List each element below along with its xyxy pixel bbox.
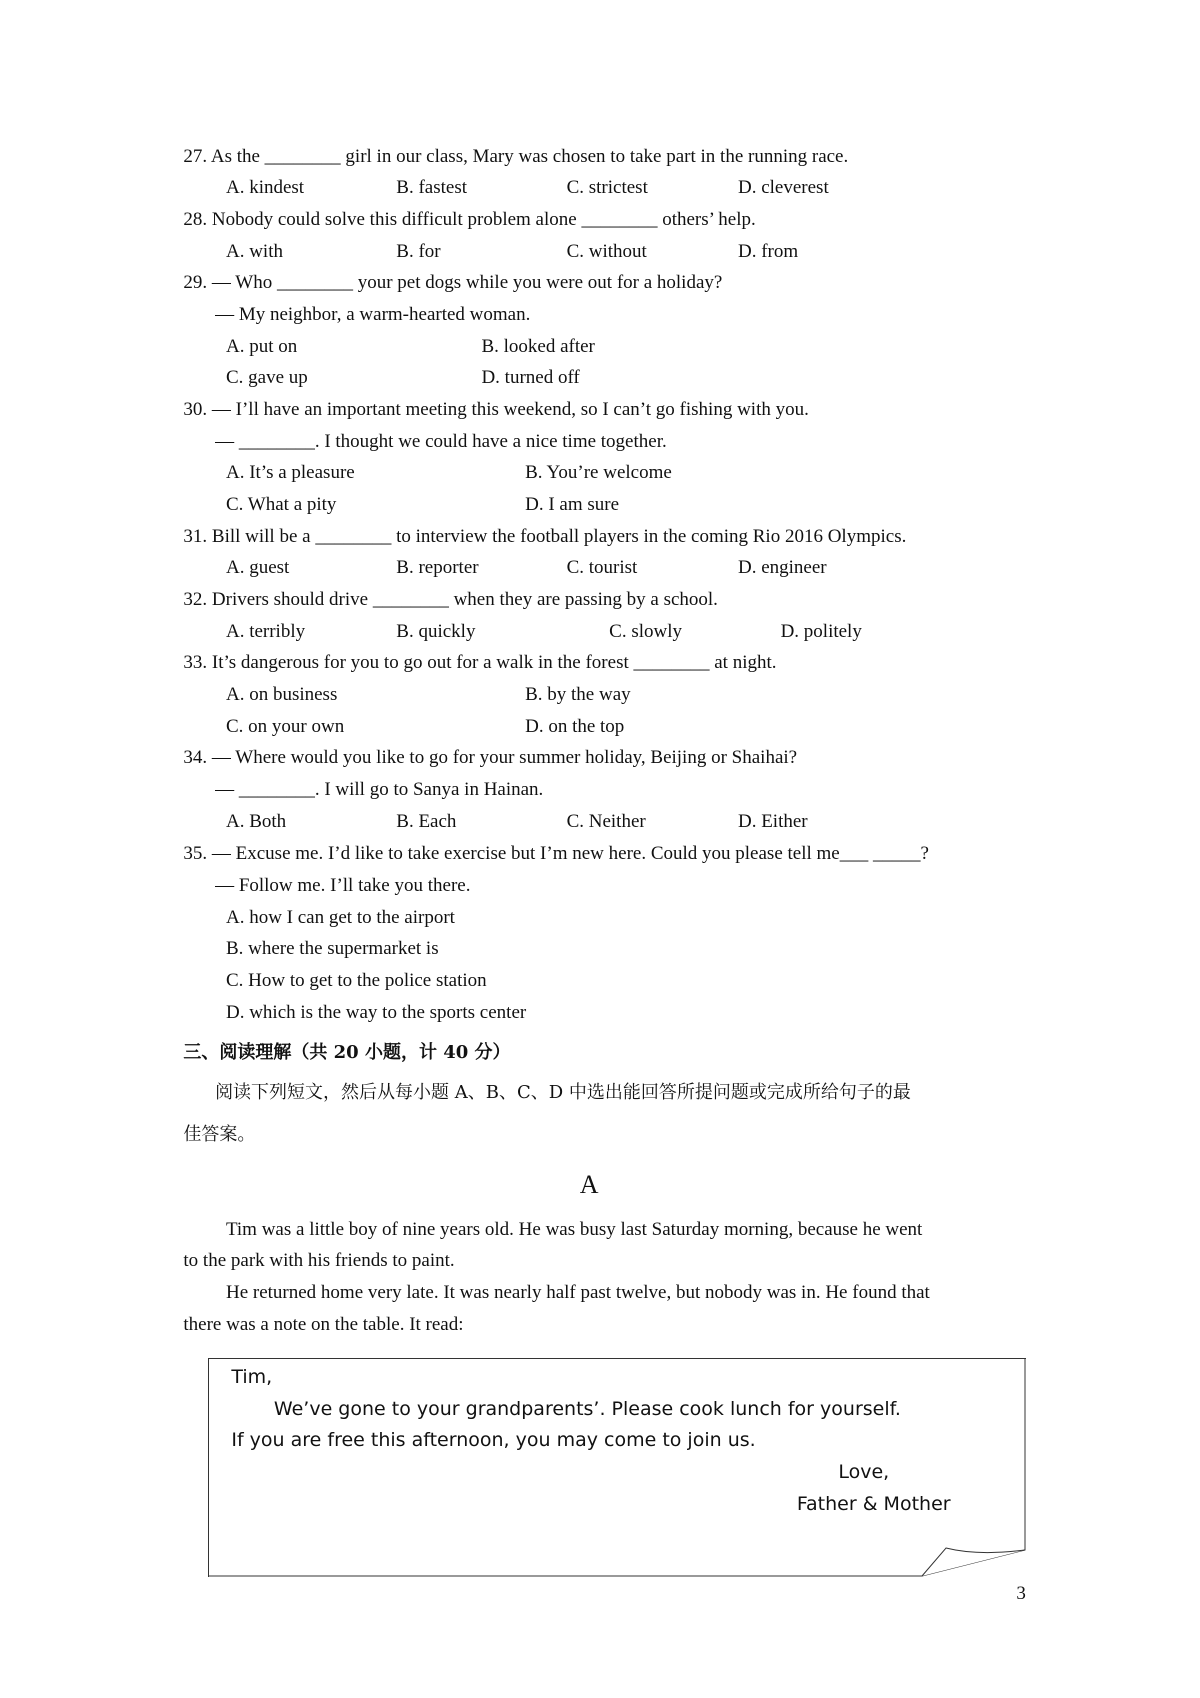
answer-option: A. on business	[225, 683, 338, 705]
answer-option: C. tourist	[566, 557, 638, 579]
answer-option: D. Either	[737, 810, 808, 832]
answer-option: D. which is the way to the sports center	[225, 1001, 527, 1023]
section-heading: 三、阅读理解（共 20 小题，计 40 分）	[183, 1041, 511, 1063]
question-stem: 32. Drivers should drive ________ when they are passing by a school.	[183, 588, 718, 610]
answer-option: B. by the way	[525, 683, 631, 705]
answer-option: A. put on	[225, 335, 298, 357]
answer-option: B. Each	[396, 810, 457, 832]
answer-option: C. strictest	[566, 177, 648, 199]
note-closing: Love,	[838, 1461, 890, 1484]
answer-option: A. terribly	[225, 620, 306, 642]
answer-option: C. gave up	[225, 367, 308, 389]
note-salutation: Tim,	[231, 1366, 273, 1389]
page-number: 3	[1016, 1583, 1026, 1605]
note-body: We’ve gone to your grandparents’. Please cook lunch for yourself.	[273, 1397, 901, 1420]
answer-option: D. cleverest	[737, 177, 829, 199]
answer-option: A. kindest	[225, 177, 305, 199]
answer-option: D. on the top	[525, 715, 625, 737]
question-stem: 33. It’s dangerous for you to go out for a walk in the forest ________ at night.	[183, 652, 777, 674]
question-stem: 27. As the ________ girl in our class, Mary was chosen to take part in the running race.	[183, 145, 849, 167]
answer-option: B. looked after	[481, 335, 595, 357]
dialogue-line: — ________. I will go to Sanya in Hainan.	[215, 778, 544, 800]
answer-option: D. turned off	[481, 367, 580, 389]
answer-option: C. slowly	[609, 620, 683, 642]
answer-option: D. from	[737, 240, 799, 262]
note-signature: Father & Mother	[796, 1492, 951, 1515]
answer-option: B. You’re welcome	[525, 462, 672, 484]
passage-text: to the park with his friends to paint.	[183, 1250, 455, 1272]
answer-option: A. how I can get to the airport	[225, 906, 455, 928]
answer-option: B. where the supermarket is	[225, 938, 439, 960]
question-stem: 34. — Where would you like to go for your summer holiday, Beijing or Shaihai?	[183, 747, 798, 769]
answer-option: A. Both	[225, 810, 287, 832]
dialogue-line: — Follow me. I’ll take you there.	[215, 874, 471, 896]
answer-option: B. quickly	[396, 620, 476, 642]
question-stem: 28. Nobody could solve this difficult problem alone ________ others’ help.	[183, 208, 756, 230]
dialogue-line: — ________. I thought we could have a nice time together.	[215, 430, 667, 452]
question-stem: 29. — Who ________ your pet dogs while you were out for a holiday?	[183, 272, 723, 294]
answer-option: B. fastest	[396, 177, 467, 199]
answer-option: D. engineer	[737, 557, 827, 579]
passage-text: He returned home very late. It was nearly half past twelve, but nobody was in. He found that	[225, 1282, 930, 1304]
passage-title: A	[579, 1170, 599, 1200]
page-curl-icon	[208, 1358, 1028, 1580]
question-stem: 35. — Excuse me. I’d like to take exercise but I’m new here. Could you please tell me___ _____?	[183, 843, 929, 865]
answer-option: A. with	[225, 240, 283, 262]
answer-option: C. Neither	[566, 810, 646, 832]
section-instructions: 佳答案。	[183, 1123, 256, 1145]
answer-option: C. What a pity	[225, 493, 337, 515]
answer-option: C. without	[566, 240, 647, 262]
question-stem: 30. — I’ll have an important meeting this weekend, so I can’t go fishing with you.	[183, 398, 809, 420]
passage-text: there was a note on the table. It read:	[183, 1313, 464, 1335]
note-body: If you are free this afternoon, you may come to join us.	[231, 1429, 756, 1452]
answer-option: D. I am sure	[525, 493, 620, 515]
answer-option: C. How to get to the police station	[225, 969, 487, 991]
answer-option: A. guest	[225, 557, 290, 579]
question-stem: 31. Bill will be a ________ to interview the football players in the coming Rio 2016 Olympics.	[183, 525, 907, 547]
answer-option: B. reporter	[396, 557, 479, 579]
section-instructions: 阅读下列短文，然后从每小题 A、B、C、D 中选出能回答所提问题或完成所给句子的最	[215, 1082, 911, 1104]
dialogue-line: — My neighbor, a warm-hearted woman.	[215, 303, 531, 325]
passage-text: Tim was a little boy of nine years old. He was busy last Saturday morning, because he went	[225, 1218, 923, 1240]
answer-option: B. for	[396, 240, 441, 262]
answer-option: D. politely	[780, 620, 862, 642]
answer-option: A. It’s a pleasure	[225, 462, 355, 484]
answer-option: C. on your own	[225, 715, 345, 737]
